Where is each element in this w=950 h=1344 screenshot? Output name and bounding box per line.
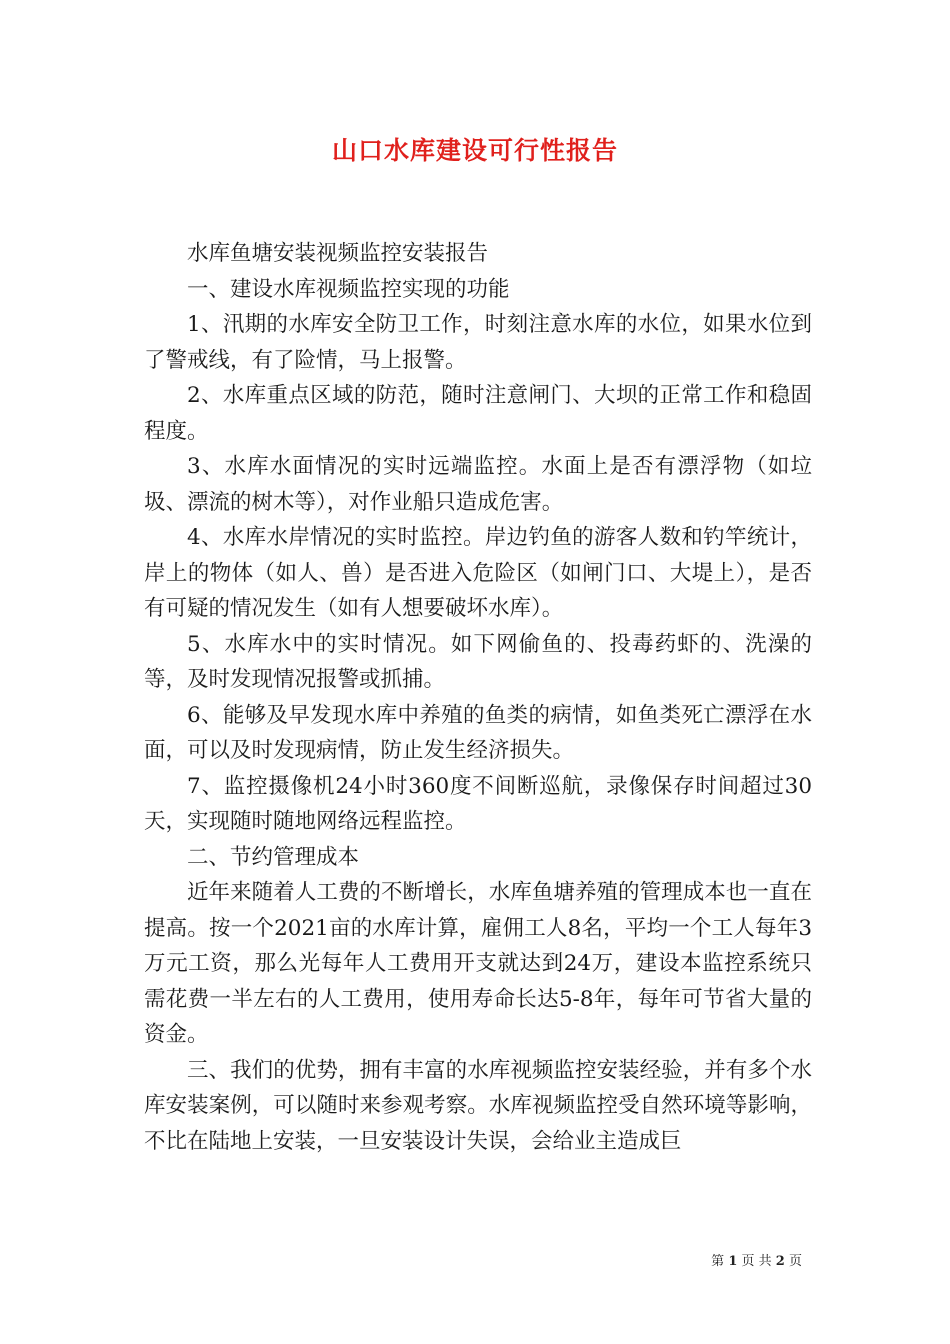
document-title: 山口水库建设可行性报告 (331, 136, 618, 165)
list-item: 5、水库水中的实时情况。如下网偷鱼的、投毒药虾的、洗澡的等，及时发现情况报警或抓捕。 (144, 631, 812, 692)
footer-prefix: 第 (711, 1254, 725, 1269)
footer-suffix: 页 (788, 1254, 802, 1269)
footer-total-pages: 2 (775, 1254, 785, 1269)
list-item: 6、能够及早发现水库中养殖的鱼类的病情，如鱼类死亡漂浮在水面，可以及时发现病情，防止发生经济损失。 (144, 702, 812, 763)
paragraph: 三、我们的优势，拥有丰富的水库视频监控安装经验，并有多个水库安装案例，可以随时来参观考察。水库视频监控受自然环境等影响，不比在陆地上安装，一旦安装设计失误，会给业主造成巨 (144, 1057, 812, 1154)
paragraph: 水库鱼塘安装视频监控安装报告 (187, 241, 489, 266)
section-heading: 一、建设水库视频监控实现的功能 (187, 276, 510, 302)
page-footer (711, 1250, 802, 1269)
document-body (144, 236, 812, 1159)
list-item: 1、汛期的水库安全防卫工作，时刻注意水库的水位，如果水位到了警戒线，有了险情，马上报警。 (144, 312, 812, 373)
list-item: 4、水库水岸情况的实时监控。岸边钓鱼的游客人数和钓竿统计，岸上的物体（如人、兽）是否进入危险区（如闸门口、大堤上），是否有可疑的情况发生（如有人想要破坏水库）。 (144, 525, 812, 621)
list-item: 3、水库水面情况的实时远端监控。水面上是否有漂浮物（如垃圾、漂流的树木等），对作业船只造成危害。 (144, 454, 812, 515)
paragraph: 近年来随着人工费的不断增长，水库鱼塘养殖的管理成本也一直在提高。按一个2021亩的水库计算，雇佣工人8名，平均一个工人每年3万元工资，那么光每年人工费用开支就达到24万，建设本监控系统只需花费一半左右的人工费用，使用寿命长达5-8年，每年可节省大量的资金。 (144, 880, 812, 1047)
section-heading: 二、节约管理成本 (187, 844, 360, 870)
footer-page-number: 1 (728, 1254, 738, 1269)
footer-middle: 页 共 (741, 1254, 772, 1269)
list-item: 2、水库重点区域的防范，随时注意闸门、大坝的正常工作和稳固程度。 (144, 383, 812, 444)
list-item: 7、监控摄像机24小时360度不间断巡航，录像保存时间超过30天，实现随时随地网络远程监控。 (144, 773, 812, 834)
